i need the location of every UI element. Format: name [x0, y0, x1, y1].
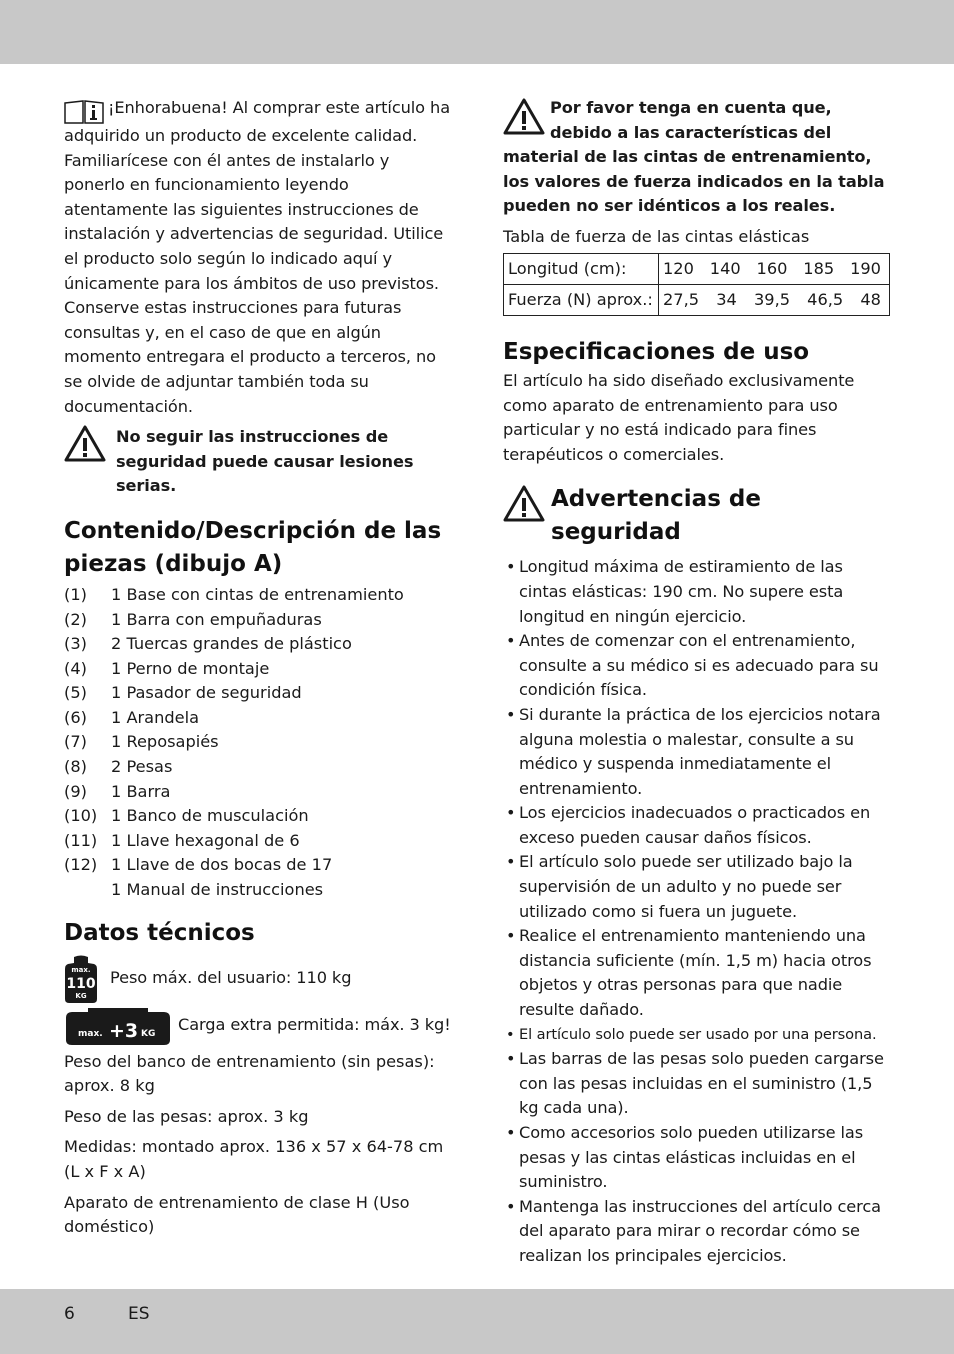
- language-code: ES: [128, 1304, 150, 1324]
- table-cell: 120: [663, 259, 694, 279]
- list-item: [64, 730, 454, 755]
- list-item: [64, 780, 454, 805]
- part-text: 1 Manual de instrucciones: [111, 880, 324, 900]
- max-user-text: Peso máx. del usuario: 110 kg: [110, 968, 352, 988]
- max-weight-icon-number: 110: [66, 975, 96, 992]
- part-number: (10): [64, 806, 98, 826]
- bench-weight-text: Peso del banco de entrenamiento (sin pesas): aprox. 8 kg: [64, 1051, 435, 1096]
- tech-heading: Datos técnicos: [64, 919, 255, 946]
- list-item: • Mantenga las instrucciones del artículo cerca del aparato para mirar o recordar cómo se realizan los principales ejercicios.: [503, 1195, 893, 1269]
- page-number: 6: [64, 1304, 75, 1324]
- list-item: • El artículo solo puede ser utilizado bajo la supervisión de un adulto y no puede ser utilizado como si fuera un juguete.: [503, 850, 893, 924]
- list-item: [64, 829, 454, 854]
- warning-triangle-icon: [503, 98, 545, 136]
- extra-load-row: [64, 1006, 454, 1046]
- extra-load-icon-prefix: max.: [78, 1028, 103, 1039]
- max-weight-icon-unit: KG: [75, 991, 87, 1000]
- extra-load-icon-number: +3: [109, 1019, 139, 1042]
- safety-heading-block: [503, 483, 893, 549]
- warning-text-1: No seguir las instrucciones de seguridad puede causar lesiones serias.: [116, 427, 414, 496]
- list-item: [64, 853, 454, 878]
- part-text: 2 Pesas: [111, 757, 173, 777]
- list-item: • Realice el entrenamiento manteniendo una distancia suficiente (mín. 1,5 m) hacia otros objetos y otras personas para que nadie resulte dañado.: [503, 924, 893, 1022]
- list-item: [64, 804, 454, 829]
- safety-list: [503, 555, 893, 1268]
- list-item: • Las barras de las pesas solo pueden cargarse con las pesas incluidas en el suministro (1,5 kg cada una).: [503, 1047, 893, 1121]
- usage-text: El artículo ha sido diseñado exclusivamente como aparato de entrenamiento para uso particular y no está indicado para fines terapéuticos o comerciales.: [503, 370, 855, 464]
- list-item: [64, 706, 454, 731]
- list-item: [64, 755, 454, 780]
- table-row: [504, 284, 890, 315]
- part-text: 1 Base con cintas de entrenamiento: [111, 584, 404, 604]
- warning-block-2: [503, 96, 893, 219]
- left-column: [64, 96, 454, 1240]
- list-item: • Longitud máxima de estiramiento de las cintas elásticas: 190 cm. No supere esta longitud en ningún ejercicio.: [503, 555, 893, 629]
- table-cell: 140: [709, 259, 741, 279]
- list-item: [64, 632, 454, 657]
- warning-block-1: [64, 425, 454, 499]
- warning-triangle-icon: [64, 425, 106, 463]
- part-number: (7): [64, 732, 87, 752]
- max-weight-icon: [64, 954, 98, 1004]
- contents-heading: Contenido/Descripción de las piezas (dibujo A): [64, 517, 442, 577]
- table-cell: 39,5: [753, 290, 791, 310]
- list-item: • Como accesorios solo pueden utilizarse las pesas y las cintas elásticas incluidas en el suministro.: [503, 1121, 893, 1195]
- list-item: [64, 657, 454, 682]
- part-text: 2 Tuercas grandes de plástico: [111, 634, 352, 654]
- intro-text: ¡Enhorabuena! Al comprar este artículo ha adquirido un producto de excelente calidad. Familiarícese con él antes de instalarlo y ponerlo en funcionamiento leyendo atentamente las siguientes instrucciones de instalación y advertencias de seguridad. Utilice el producto solo según lo indicado aquí y únicamente para los ámbitos de uso previstos. Conserve estas instrucciones para futuras consultas y, en el caso de que en algún momento entregara el producto a terceros, no se olvide de adjuntar también toda su documentación.: [64, 98, 451, 416]
- list-item: [64, 681, 454, 706]
- part-text: 1 Arandela: [111, 707, 200, 727]
- table-cell: 34: [716, 290, 737, 310]
- part-text: 1 Reposapiés: [111, 732, 219, 752]
- max-weight-icon-top: max.: [71, 965, 91, 974]
- force-label: Fuerza (N) aprox.:: [504, 284, 659, 315]
- force-values: [659, 284, 890, 315]
- extra-load-text: Carga extra permitida: máx. 3 kg!: [178, 1015, 451, 1035]
- part-text: 1 Llave de dos bocas de 17: [111, 855, 333, 875]
- part-number: (4): [64, 658, 87, 678]
- part-number: (1): [64, 584, 87, 604]
- list-item: [64, 583, 454, 608]
- table-cell: 190: [850, 259, 881, 279]
- table-cell: 185: [803, 259, 835, 279]
- part-number: (8): [64, 757, 87, 777]
- part-number: (2): [64, 609, 87, 629]
- warning-triangle-icon: [503, 485, 545, 523]
- part-number: (6): [64, 707, 87, 727]
- header-bar: [0, 0, 954, 64]
- list-item: • Antes de comenzar con el entrenamiento, consulte a su médico si es adecuado para su condición física.: [503, 629, 893, 703]
- dimensions-text: Medidas: montado aprox. 136 x 57 x 64-78 cm (L x F x A): [64, 1137, 444, 1181]
- list-item: • Si durante la práctica de los ejercicios notara alguna molestia o malestar, consulte a su médico y suspenda inmediatamente el entrenamiento.: [503, 703, 893, 801]
- table-cell: 160: [756, 259, 788, 279]
- table-cell: 27,5: [663, 290, 700, 310]
- part-text: 1 Barra: [111, 781, 171, 801]
- usage-heading: Especificaciones de uso: [503, 338, 810, 365]
- max-user-row: [64, 954, 454, 1004]
- part-text: 1 Llave hexagonal de 6: [111, 830, 300, 850]
- part-text: 1 Perno de montaje: [111, 658, 270, 678]
- right-column: [503, 96, 893, 1269]
- list-item: • Los ejercicios inadecuados o practicados en exceso pueden causar daños físicos.: [503, 801, 893, 850]
- part-number: (5): [64, 683, 87, 703]
- warning-text-2-body: Por favor tenga en cuenta que, debido a las características del material de las cintas de entrenamiento, los valores de fuerza indicados en la tabla pueden no ser idénticos a los reales.: [503, 98, 885, 216]
- part-number: (12): [64, 855, 98, 875]
- part-number: (9): [64, 781, 87, 801]
- intro-paragraph: [64, 96, 454, 419]
- table-row: [504, 253, 890, 284]
- parts-list: [64, 583, 454, 903]
- length-label: Longitud (cm):: [504, 253, 659, 284]
- table-cell: 48: [860, 290, 881, 310]
- list-item: [64, 608, 454, 633]
- table-cell: 46,5: [807, 290, 844, 310]
- part-text: 1 Banco de musculación: [111, 806, 309, 826]
- safety-heading: Advertencias de seguridad: [551, 486, 761, 546]
- length-values: [659, 253, 890, 284]
- part-number: [64, 878, 111, 903]
- warning-text-2: [503, 96, 893, 219]
- extra-load-icon-unit: KG: [141, 1028, 156, 1039]
- list-item: [64, 878, 454, 903]
- table-caption: Tabla de fuerza de las cintas elásticas: [503, 226, 810, 246]
- weights-text: Peso de las pesas: aprox. 3 kg: [64, 1106, 309, 1126]
- part-text: 1 Barra con empuñaduras: [111, 609, 322, 629]
- part-text: 1 Pasador de seguridad: [111, 683, 302, 703]
- force-table: [503, 253, 890, 316]
- info-book-icon: [64, 100, 104, 124]
- part-number: (3): [64, 634, 87, 654]
- class-text: Aparato de entrenamiento de clase H (Uso doméstico): [64, 1192, 410, 1237]
- part-number: (11): [64, 830, 98, 850]
- list-item: • El artículo solo puede ser usado por una persona.: [503, 1023, 893, 1048]
- extra-load-icon: [64, 1006, 172, 1046]
